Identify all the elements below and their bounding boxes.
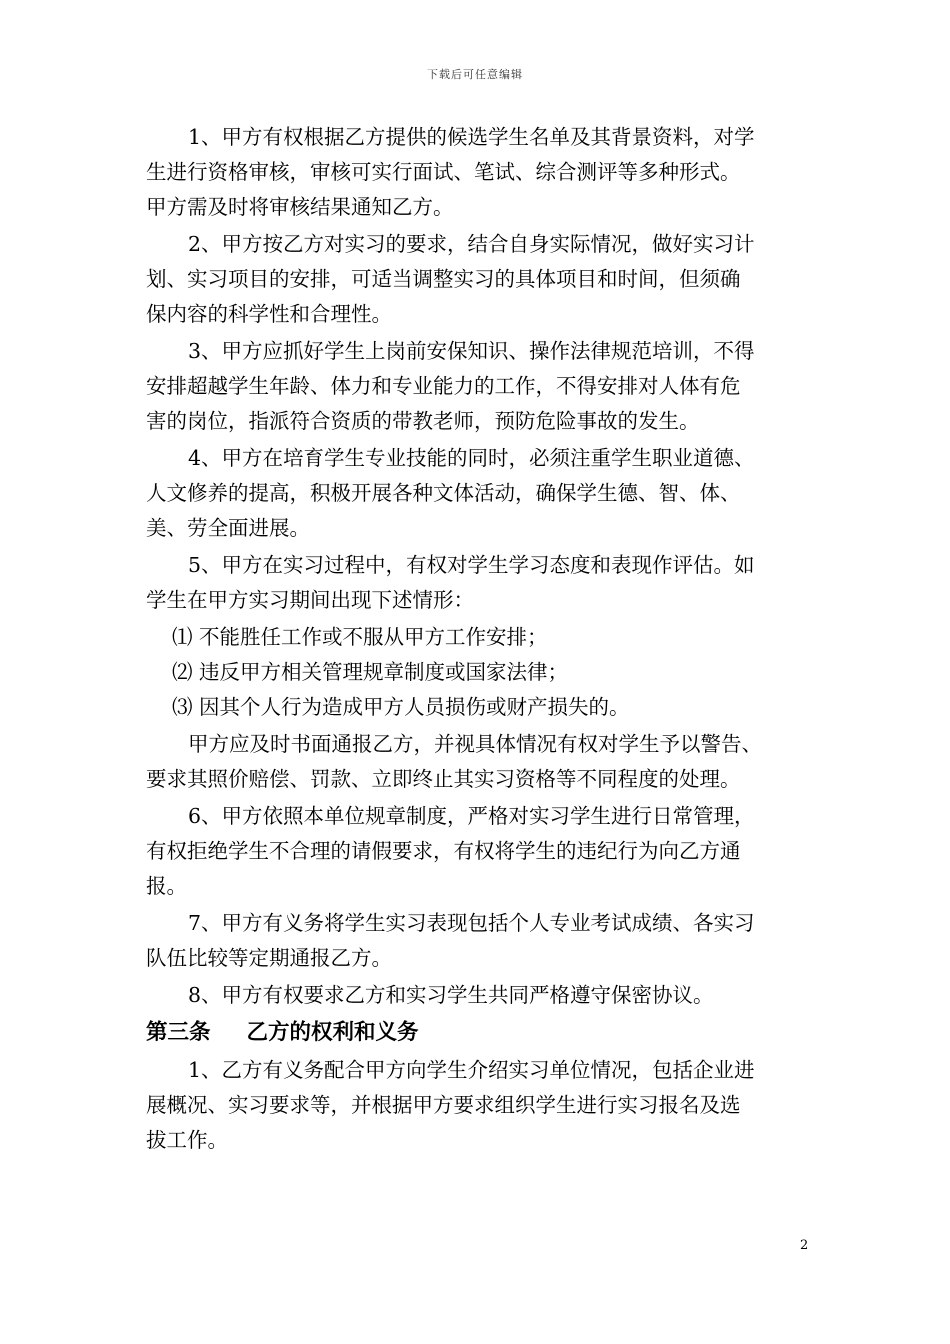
- paragraph-8: [146, 978, 816, 1013]
- text-line: 学生在甲方实习期间出现下述情形：: [146, 588, 474, 612]
- text-line: 有权拒绝学生不合理的请假要求，有权将学生的违纪行为向乙方通: [146, 839, 741, 863]
- text-line: 展概况、实习要求等，并根据甲方要求组织学生进行实习报名及选: [146, 1093, 741, 1117]
- text-line: 甲方需及时将审核结果通知乙方。: [146, 195, 454, 219]
- text-line: 生进行资格审核，审核可实行面试、笔试、综合测评等多种形式。: [146, 160, 741, 184]
- section-heading: [146, 1015, 816, 1051]
- text-line: 保内容的科学性和合理性。: [146, 302, 392, 326]
- text-line: 5、甲方在实习过程中，有权对学生学习态度和表现作评估。如: [188, 553, 755, 577]
- text-line: 害的岗位，指派符合资质的带教老师，预防危险事故的发生。: [146, 409, 700, 433]
- paragraph-6: [146, 799, 816, 904]
- text-line: 6、甲方依照本单位规章制度，严格对实习学生进行日常管理，: [188, 804, 755, 828]
- section-title: 乙方的权利和义务: [246, 1020, 419, 1045]
- paragraph-notify: [146, 727, 816, 797]
- page-number: 2: [800, 1238, 809, 1253]
- text-line: 3、甲方应抓好学生上岗前安保知识、操作法律规范培训，不得: [188, 339, 755, 363]
- text-line: 1、甲方有权根据乙方提供的候选学生名单及其背景资料，对学: [188, 125, 755, 149]
- text-line: 4、甲方在培育学生专业技能的同时，必须注重学生职业道德、: [188, 446, 755, 470]
- text-line: 拔工作。: [146, 1128, 228, 1152]
- paragraph-2: [146, 227, 816, 332]
- text-line: 美、劳全面进展。: [146, 516, 310, 540]
- text-line: 甲方应及时书面通报乙方，并视具体情况有权对学生予以警告、: [188, 732, 762, 756]
- document-body: [146, 120, 816, 1160]
- text-line: 人文修养的提高，积极开展各种文体活动，确保学生德、智、体、: [146, 481, 741, 505]
- paragraph-4: [146, 441, 816, 546]
- paragraph-3: [146, 334, 816, 439]
- text-line: 要求其照价赔偿、罚款、立即终止其实习资格等不同程度的处理。: [146, 767, 741, 791]
- section-number: 第三条: [146, 1020, 211, 1045]
- text-line: 划、实习项目的安排，可适当调整实习的具体项目和时间，但须确: [146, 267, 741, 291]
- text-line: 7、甲方有义务将学生实习表现包括个人专业考试成绩、各实习: [188, 911, 755, 935]
- text-line: 1、乙方有义务配合甲方向学生介绍实习单位情况，包括企业进: [188, 1058, 755, 1082]
- list-item: ⑶ 因其个人行为造成甲方人员损伤或财产损失的。: [172, 695, 630, 719]
- text-line: 8、甲方有权要求乙方和实习学生共同严格遵守保密协议。: [188, 983, 714, 1007]
- paragraph-5: [146, 548, 816, 618]
- text-line: 报。: [146, 874, 187, 898]
- paragraph-1: [146, 120, 816, 225]
- paragraph-b1: [146, 1053, 816, 1158]
- text-line: 安排超越学生年龄、体力和专业能力的工作，不得安排对人体有危: [146, 374, 741, 398]
- list-item: ⑵ 违反甲方相关管理规章制度或国家法律；: [172, 660, 569, 684]
- page-header: 下载后可任意编辑: [427, 68, 523, 81]
- sub-item-list: [146, 620, 816, 725]
- text-line: 2、甲方按乙方对实习的要求，结合自身实际情况，做好实习计: [188, 232, 755, 256]
- text-line: 队伍比较等定期通报乙方。: [146, 946, 392, 970]
- list-item: ⑴ 不能胜任工作或不服从甲方工作安排；: [172, 625, 548, 649]
- paragraph-7: [146, 906, 816, 976]
